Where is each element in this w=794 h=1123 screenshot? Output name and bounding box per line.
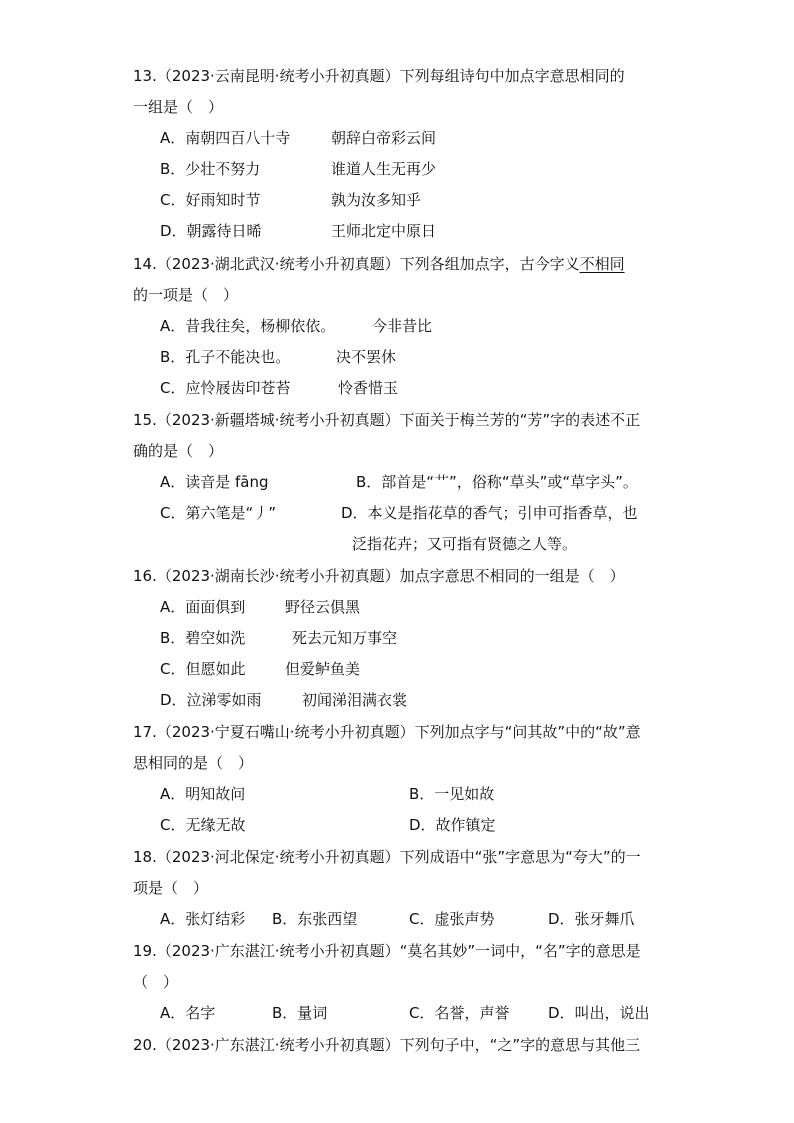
option-text: D．叫出，说出: [548, 1004, 650, 1022]
option-text: 野径云俱黑: [285, 598, 361, 616]
question-18-stem-cont: 项是（ ）: [133, 879, 209, 897]
question-19-stem: 19.（2023·广东湛江·统考小升初真题）“莫名其妙”一词中，“名”字的意思是: [133, 942, 641, 960]
question-15-stem: 15.（2023·新疆塔城·统考小升初真题）下面关于梅兰芳的“芳”字的表述不正: [133, 411, 641, 429]
question-14-stem-cont: 的一项是（ ）: [133, 286, 239, 304]
stem-text: 14.（2023·湖北武汉·统考小升初真题）下列各组加点字，古今字义: [133, 255, 580, 273]
option-text: 今非昔比: [372, 317, 433, 335]
question-18-stem: 18.（2023·河北保定·统考小升初真题）下列成语中“张”字意思为“夸大”的一: [133, 848, 641, 866]
question-13-stem: 13.（2023·云南昆明·统考小升初真题）下列每组诗句中加点字意思相同的: [133, 67, 625, 85]
option-text: D．本义是指花草的香气；引申可指香草，也: [341, 504, 638, 522]
option-text: B．量词: [272, 1004, 328, 1022]
option-text: B．孔子不能决也。: [160, 348, 291, 366]
option-text: D．故作镇定: [409, 816, 496, 834]
question-17-stem-cont: 思相同的是（ ）: [133, 754, 254, 772]
question-14-stem: [133, 254, 625, 274]
option-text: B．少壮不努力: [160, 160, 261, 178]
option-text: C．好雨知时节: [160, 191, 261, 209]
option-text: C．虚张声势: [409, 910, 495, 928]
option-text: C．应怜屐齿印苍苔: [160, 379, 291, 397]
option-text: A．名字: [160, 1004, 216, 1022]
option-text: B．一见如故: [409, 785, 495, 803]
option-text: D．朝露待日晞: [160, 222, 262, 240]
question-19-stem-cont: （ ）: [133, 973, 179, 991]
option-text: B．碧空如洗: [160, 629, 246, 647]
option-text: 朝辞白帝彩云间: [331, 129, 437, 147]
option-text: 死去元知万事空: [292, 629, 398, 647]
option-text: A．昔我往矣，杨柳依依。: [160, 317, 336, 335]
question-15-option-d-cont: 泛指花卉；又可指有贤德之人等。: [352, 535, 578, 553]
option-text: D．泣涕零如雨: [160, 691, 262, 709]
option-text: C．第六笔是“丿”: [160, 504, 277, 522]
option-text: B．东张西望: [272, 910, 358, 928]
option-text: A．南朝四百八十寺: [160, 129, 291, 147]
option-text: 但爱鲈鱼美: [285, 660, 361, 678]
option-text: A．明知故问: [160, 785, 246, 803]
question-17-stem: 17.（2023·宁夏石嘴山·统考小升初真题）下列加点字与“问其故”中的“故”意: [133, 723, 641, 741]
question-20-stem: 20.（2023·广东湛江·统考小升初真题）下列句子中，“之”字的意思与其他三: [133, 1036, 641, 1054]
option-text: 孰为汝多知乎: [331, 191, 422, 209]
option-text: C．无缘无故: [160, 816, 246, 834]
option-text: A．张灯结彩: [160, 910, 246, 928]
option-text: A．面面俱到: [160, 598, 246, 616]
question-15-stem-cont: 确的是（ ）: [133, 442, 224, 460]
option-text: C．但愿如此: [160, 660, 246, 678]
option-text: 谁道人生无再少: [331, 160, 437, 178]
option-text: D．张牙舞爪: [548, 910, 635, 928]
option-text: A．读音是 fāng: [160, 473, 269, 491]
question-16-stem: 16.（2023·湖南长沙·统考小升初真题）加点字意思不相同的一组是（ ）: [133, 567, 625, 585]
option-text: 初闻涕泪满衣裳: [302, 691, 408, 709]
question-13-stem-cont: 一组是（ ）: [133, 98, 224, 116]
option-text: C．名誉，声誉: [409, 1004, 510, 1022]
stem-underlined-text: 不相同: [579, 255, 625, 273]
option-text: B．部首是“艹”，俗称“草头”或“草字头”。: [356, 473, 638, 491]
option-text: 决不罢休: [336, 348, 397, 366]
option-text: 王师北定中原日: [331, 222, 437, 240]
option-text: 怜香惜玉: [338, 379, 399, 397]
